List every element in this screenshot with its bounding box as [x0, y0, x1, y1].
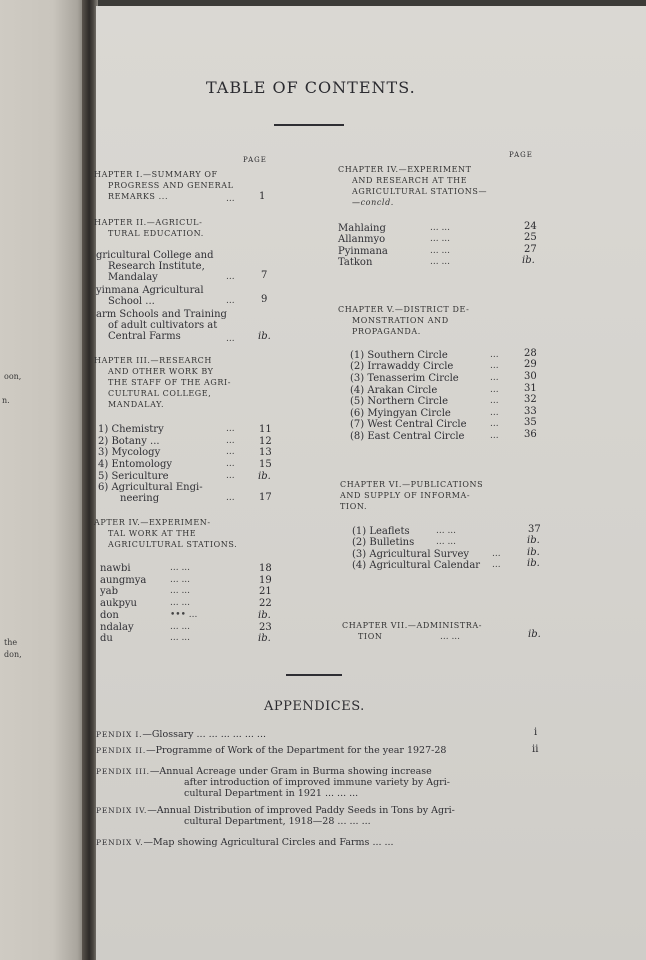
page-number: 12 — [259, 436, 272, 447]
page-title: TABLE OF CONTENTS. — [206, 78, 416, 97]
page-number: ib. — [527, 547, 540, 558]
leader-dots: ... — [492, 549, 501, 559]
left-fragment: n. — [2, 396, 10, 405]
leader-dots: ... ... — [430, 246, 451, 256]
page-number: 15 — [259, 459, 272, 470]
leader-dots: ... — [226, 194, 235, 204]
leader-dots: ... — [226, 471, 235, 481]
appendix-entry: PENDIX I.—Glossary ... ... ... ... ... ... — [96, 729, 266, 740]
toc-entry: yab — [100, 586, 119, 597]
page-number: 22 — [259, 598, 272, 609]
leader-dots: ... — [226, 436, 235, 446]
left-fragment: oon, — [4, 372, 22, 381]
chapter-7-heading: CHAPTER VII.—ADMINISTRA- TION — [342, 621, 483, 641]
leader-dots: ... ... — [170, 598, 191, 608]
chapter-4-heading: APTER IV.—EXPERIMEN- TAL WORK AT THE AGRICULTURAL STATIONS. — [94, 518, 238, 549]
leader-dots: ... — [226, 334, 235, 344]
page-number: 1 — [259, 191, 266, 202]
toc-entry: (8) East Central Circle — [350, 431, 465, 442]
leader-dots: ... ... — [436, 537, 457, 547]
toc-entry: 2) Botany ... — [98, 436, 160, 447]
page-number: 31 — [524, 383, 537, 394]
page-number: 29 — [524, 359, 537, 370]
leader-dots: ... — [226, 459, 235, 469]
toc-entry: yinmana Agricultural School ... — [96, 285, 204, 307]
page-number: 32 — [524, 394, 537, 405]
chapter-5-heading: CHAPTER V.—DISTRICT DE- MONSTRATION AND PROPAGANDA. — [338, 305, 470, 336]
toc-entry: Tatkon — [338, 257, 373, 268]
previous-page — [0, 0, 88, 960]
chapter-2-heading: HAPTER II.—AGRICUL- TURAL EDUCATION. — [94, 218, 204, 238]
page-number: ib. — [258, 471, 271, 482]
page-number: 21 — [259, 586, 272, 597]
left-fragment: the — [4, 638, 18, 647]
chapter-6-heading: CHAPTER VI.—PUBLICATIONS AND SUPPLY OF INFORMA- TION. — [340, 480, 484, 511]
leader-dots: ... — [226, 447, 235, 457]
toc-entry: (1) Leaflets — [352, 526, 410, 537]
toc-entry: nawbi — [100, 563, 131, 574]
section-rule — [286, 674, 342, 676]
toc-entry: (5) Northern Circle — [350, 396, 449, 407]
toc-entry: 3) Mycology — [98, 447, 161, 458]
toc-entry: aukpyu — [100, 598, 137, 609]
leader-dots: ... ... — [440, 632, 461, 642]
toc-entry: (4) Agricultural Calendar — [352, 560, 481, 571]
left-fragment: don, — [4, 650, 22, 659]
leader-dots: ... — [490, 361, 499, 371]
appendix-entry: PENDIX V.—Map showing Agricultural Circles and Farms ... ... — [96, 837, 394, 848]
toc-entry: du — [100, 633, 113, 644]
page-number: 7 — [261, 270, 268, 281]
leader-dots: ... — [492, 560, 501, 570]
page-number: 19 — [259, 575, 272, 586]
page-number: 27 — [524, 244, 537, 255]
toc-entry: Allanmyo — [338, 234, 386, 245]
toc-entry: 6) Agricultural Engi- neering — [98, 482, 203, 504]
leader-dots: ... — [490, 408, 499, 418]
leader-dots: ... — [490, 385, 499, 395]
leader-dots: ... ... — [170, 575, 191, 585]
page-number: ib. — [258, 331, 271, 342]
page-number: ib. — [527, 558, 540, 569]
page-number: 30 — [524, 371, 537, 382]
page-number: 36 — [524, 429, 537, 440]
leader-dots: ... ... — [170, 633, 191, 643]
leader-dots: ... ... — [170, 622, 191, 632]
leader-dots: ... — [490, 431, 499, 441]
appendix-entry: PENDIX III.—Annual Acreage under Gram in Burma showing increase after introduction of improved immune variety by Agri- cultural Department in 1921 ... ... ... — [96, 766, 450, 799]
page-number: 25 — [524, 232, 537, 243]
toc-entry: (4) Arakan Circle — [350, 385, 438, 396]
page-number: 11 — [259, 424, 272, 435]
leader-dots: ... ... — [170, 586, 191, 596]
toc-entry: (6) Myingyan Circle — [350, 408, 451, 419]
toc-entry: (7) West Central Circle — [350, 419, 467, 430]
toc-entry: arm Schools and Training of adult cultivators at Central Farms — [96, 309, 227, 342]
page-number: ib. — [258, 633, 271, 644]
chapter-1-heading: HAPTER I.—SUMMARY OF PROGRESS AND GENERAL REMARKS ... — [94, 170, 234, 201]
toc-entry: aungmya — [100, 575, 147, 586]
page-number: 17 — [259, 492, 272, 503]
toc-entry: Pyinmana — [338, 246, 388, 257]
toc-entry: (3) Tenasserim Circle — [350, 373, 459, 384]
toc-entry: (2) Irrawaddy Circle — [350, 361, 454, 372]
leader-dots: ... — [490, 396, 499, 406]
leader-dots: ... — [490, 373, 499, 383]
page-number: 13 — [259, 447, 272, 458]
toc-entry: ndalay — [100, 622, 134, 633]
page-number: ib. — [522, 255, 535, 266]
leader-dots: ... — [226, 296, 235, 306]
leader-dots: ... ... — [436, 526, 457, 536]
page-number: ib. — [527, 535, 540, 546]
toc-entry: gricultural College and Research Institute, Mandalay — [96, 250, 214, 283]
appendix-entry: PENDIX II.—Programme of Work of the Department for the year 1927-28 — [96, 745, 447, 756]
page-number: i — [534, 727, 538, 738]
leader-dots: ... — [226, 424, 235, 434]
page-number: ib. — [258, 610, 271, 621]
title-rule — [274, 124, 344, 126]
chapter-3-heading: HAPTER III.—RESEARCH AND OTHER WORK BY THE STAFF OF THE AGRI- CULTURAL COLLEGE, MANDALAY. — [94, 356, 232, 409]
page-number: 28 — [524, 348, 537, 359]
leader-dots: ... ... — [170, 563, 191, 573]
leader-dots: ••• ... — [170, 610, 198, 620]
page-number: 18 — [259, 563, 272, 574]
toc-entry: (3) Agricultural Survey — [352, 549, 470, 560]
appendix-entry: PENDIX IV.—Annual Distribution of improved Paddy Seeds in Tons by Agri- cultural Department, 1918—28 ... ... ... — [96, 805, 455, 827]
toc-entry: don — [100, 610, 119, 621]
page-number: ii — [532, 744, 539, 755]
leader-dots: ... ... — [430, 234, 451, 244]
appendices-title: APPENDICES. — [264, 699, 365, 714]
chapter-4-contd-heading: CHAPTER IV.—EXPERIMENT AND RESEARCH AT THE AGRICULTURAL STATIONS— —concld. — [338, 165, 488, 207]
page-number: 33 — [524, 406, 537, 417]
toc-entry: (2) Bulletins — [352, 537, 415, 548]
toc-entry: 4) Entomology — [98, 459, 172, 470]
toc-entry: 5) Sericulture — [98, 471, 169, 482]
toc-entry: Mahlaing — [338, 223, 386, 234]
page-number: 23 — [259, 622, 272, 633]
toc-entry: 1) Chemistry — [98, 424, 164, 435]
page-header-right: PAGE — [509, 151, 533, 159]
page-number: ib. — [528, 629, 541, 640]
page-header-left: PAGE — [243, 156, 267, 164]
leader-dots: ... — [226, 272, 235, 282]
leader-dots: ... — [226, 493, 235, 503]
page-number: 35 — [524, 417, 537, 428]
page-number: 37 — [528, 524, 541, 535]
toc-entry: (1) Southern Circle — [350, 350, 448, 361]
page-number: 24 — [524, 221, 537, 232]
leader-dots: ... — [490, 350, 499, 360]
leader-dots: ... ... — [430, 257, 451, 267]
leader-dots: ... — [490, 419, 499, 429]
page-number: 9 — [261, 294, 268, 305]
leader-dots: ... ... — [430, 223, 451, 233]
